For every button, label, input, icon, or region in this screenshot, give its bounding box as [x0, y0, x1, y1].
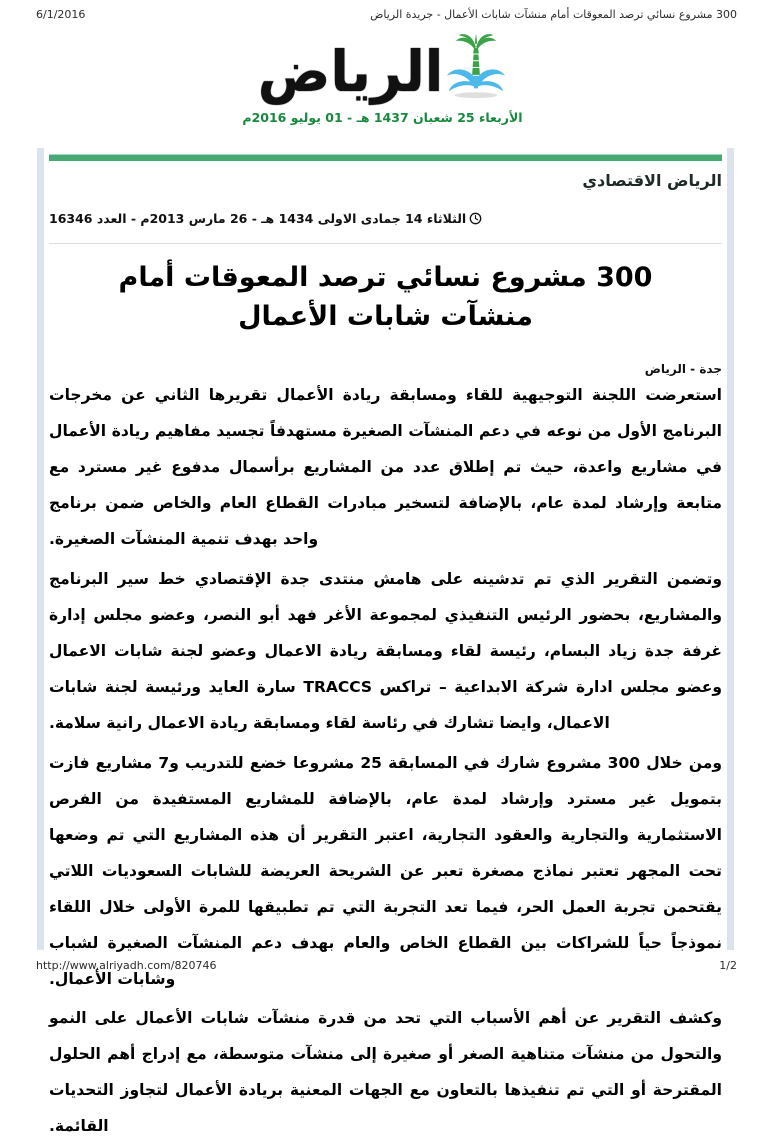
- issue-line-text: الثلاثاء 14 جمادى الاولى 1434 هـ - 26 مارس 2013م - العدد 16346: [49, 211, 467, 226]
- print-footer: [36, 959, 737, 972]
- article-paragraph: وكشف التقرير عن أهم الأسباب التي تحد من قدرة منشآت شابات الأعمال على النمو والتحول من منشآت متناهية الصغر أو صغيرة إلى منشآت متوسطة، مع إدراج أهم الحلول المقترحة أو التي تم تنفيذها بالتعاون مع الجهات المعنية بريادة الأعمال لتجاوز التحديات القائمة.: [49, 1009, 722, 1136]
- masthead: [0, 38, 765, 125]
- palm-and-hands-icon: [445, 32, 507, 106]
- newspaper-logo: [258, 38, 508, 106]
- article-byline: جدة - الرياض: [644, 362, 722, 377]
- logo-wordmark: الرياض: [257, 38, 444, 105]
- issue-line: [49, 211, 482, 226]
- print-date: 6/1/2016: [36, 8, 86, 21]
- article-headline: 300 مشروع نسائي ترصد المعوقات أمام منشآت شابات الأعمال: [118, 262, 653, 333]
- clock-icon: [469, 212, 482, 225]
- print-header: [36, 8, 737, 21]
- masthead-date: الأربعاء 25 شعبان 1437 هـ - 01 يوليو 2016م: [242, 110, 523, 125]
- section-green-bar: [49, 154, 722, 161]
- article-paragraph: وتضمن التقرير الذي تم تدشينه على هامش منتدى جدة الإقتصادي خط سير البرنامج والمشاريع، بحضور الرئيس التنفيذي لمجموعة الأغر فهد أبو النصر، وعضو مجلس إدارة غرفة جدة زياد البسام، رئيسة لقاء ومسابقة ريادة الاعمال وعضو لجنة شابات الاعمال وعضو مجلس ادارة شركة الابداعية – تراكس TRACCS سارة العايد ورئيسة لجنة شابات الاعمال، وايضا تشارك في رئاسة لقاء ومسابقة ريادة الاعمال رانية سلامة.: [49, 570, 723, 732]
- header-divider: [49, 243, 722, 244]
- page-number: 1/2: [719, 959, 737, 972]
- article-paragraph: استعرضت اللجنة التوجيهية للقاء ومسابقة ريادة الأعمال تقريرها الثاني عن مخرجات البرنامج الأول من نوعه في دعم المنشآت الصغيرة مستهدفاً تجسيد مفاهيم ريادة الأعمال في مشاريع واعدة، حيث تم إطلاق عدد من المشاريع برأسمال مدفوع غير مسترد مع متابعة وإرشاد لمدة عام، بالإضافة لتسخير مبادرات القطاع العام والخاص ضمن برنامج واحد بهدف تنمية المنشآت الصغيرة.: [49, 386, 722, 549]
- print-document-title: 300 مشروع نسائي ترصد المعوقات أمام منشآت شابات الأعمال - جريدة الرياض: [370, 8, 737, 21]
- issue-row: [49, 208, 722, 227]
- source-url: http://www.alriyadh.com/820746: [36, 959, 217, 972]
- section-title: الرياض الاقتصادي: [582, 171, 722, 190]
- article-body: [49, 378, 722, 1145]
- article-paragraph: ومن خلال 300 مشروع شارك في المسابقة 25 مشروعا خضع للتدريب و7 مشاريع فازت بتمويل غير مسترد وإرشاد لمدة عام، بالإضافة للمشاريع المستفيدة من الفرص الاستثمارية والتجارية والعقود التجارية، اعتبر التقرير أن هذه المشاريع التي تم وضعها تحت المجهر تعتبر نماذج مصغرة تعبر عن الشريحة العريضة للشابات السعوديات اللاتي يقتحمن تجربة العمل الحر، فيما تعد التجربة التي تم تطبيقها للمرة الأولى خلال اللقاء نموذجاً حياً للشراكات بين القطاع الخاص والعام بهدف دعم المنشآت الصغيرة لشباب وشابات الأعمال.: [49, 753, 723, 988]
